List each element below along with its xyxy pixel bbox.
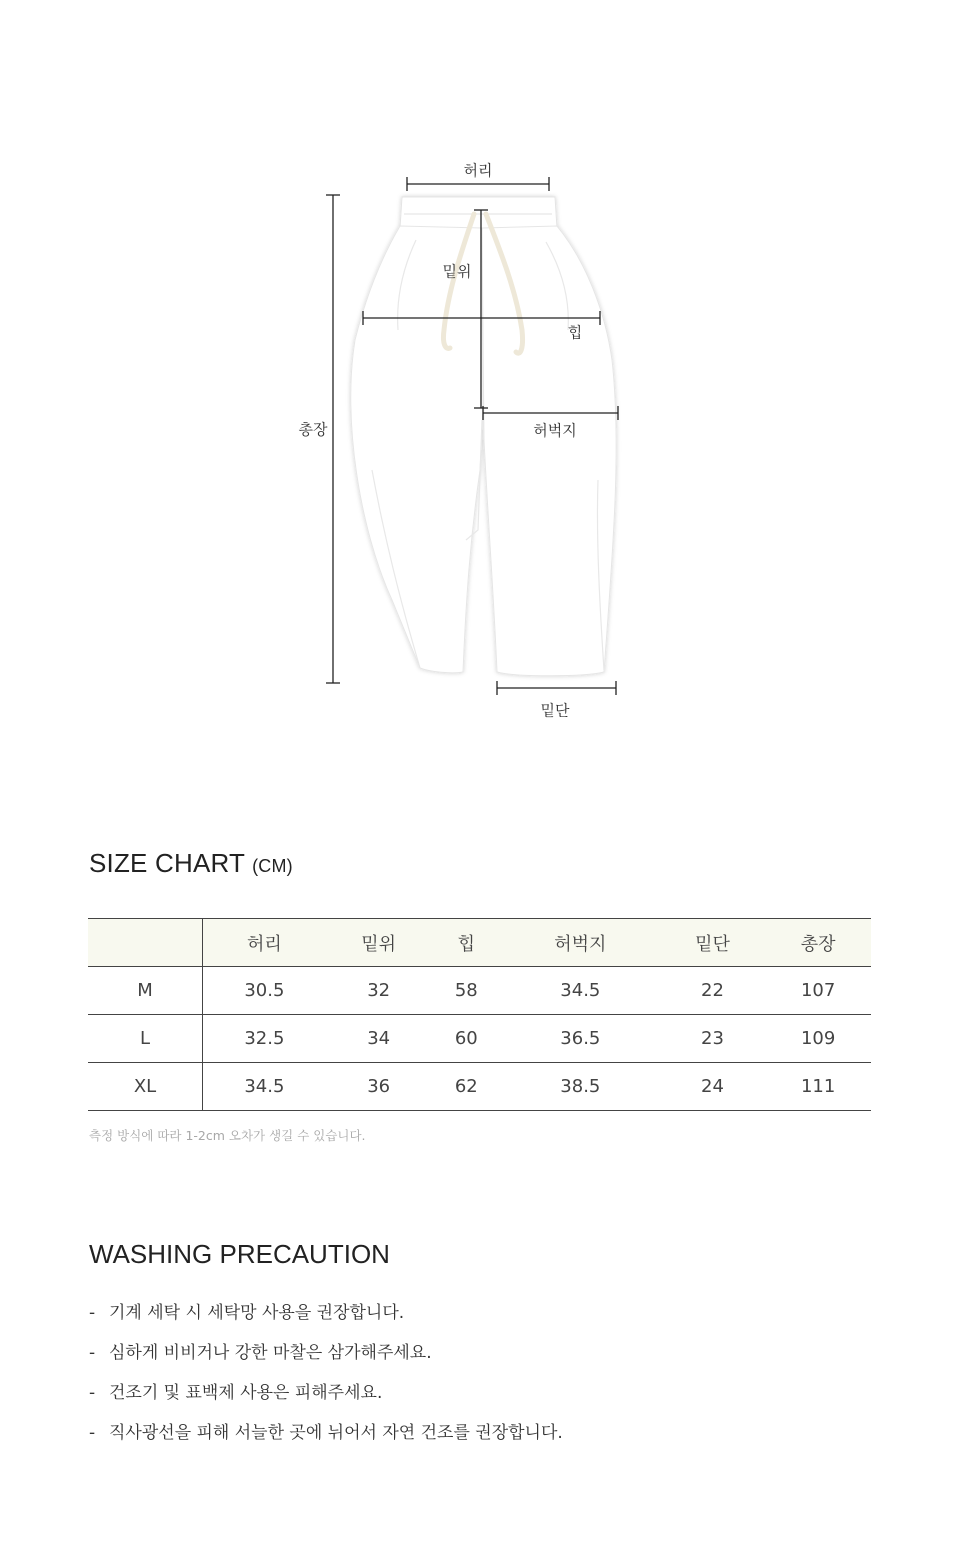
value-cell: 62 [431,1063,501,1111]
value-cell: 32.5 [203,1015,326,1063]
header-empty-cell [88,919,203,967]
washing-list [89,1300,563,1460]
bullet-dash: - [89,1343,96,1363]
list-item-text: 심하게 비비거나 강한 마찰은 삼가해주세요. [109,1343,432,1363]
table-row [88,1063,871,1111]
value-cell: 60 [431,1015,501,1063]
bullet-dash: - [89,1423,96,1443]
value-cell: 34.5 [203,1063,326,1111]
header-waist: 허리 [203,919,326,967]
value-cell: 58 [431,967,501,1015]
label-thigh: 허벅지 [533,421,577,440]
value-cell: 109 [765,1015,871,1063]
size-chart-title [89,848,293,879]
value-cell: 24 [660,1063,766,1111]
table-row [88,1015,871,1063]
label-hip: 힙 [567,323,583,342]
pants-measurement-figure [0,0,960,760]
list-item [89,1380,563,1420]
list-item [89,1420,563,1460]
list-item [89,1300,563,1340]
size-cell: L [88,1015,203,1063]
bullet-dash: - [89,1383,96,1403]
value-cell: 30.5 [203,967,326,1015]
value-cell: 22 [660,967,766,1015]
list-item-text: 직사광선을 피해 서늘한 곳에 뉘어서 자연 건조를 권장합니다. [109,1423,563,1443]
label-hem: 밑단 [540,701,570,720]
size-chart-header-row [88,919,871,967]
header-hem: 밑단 [660,919,766,967]
header-length: 총장 [765,919,871,967]
table-row [88,967,871,1015]
label-length: 총장 [298,420,328,439]
value-cell: 23 [660,1015,766,1063]
value-cell: 111 [765,1063,871,1111]
pants-illustration [0,0,960,760]
size-chart-unit: (CM) [252,856,293,876]
washing-title: WASHING PRECAUTION [89,1239,390,1269]
header-hip: 힙 [431,919,501,967]
size-chart-note: 측정 방식에 따라 1-2cm 오차가 생길 수 있습니다. [89,1128,366,1143]
value-cell: 36.5 [501,1015,660,1063]
header-thigh: 허벅지 [501,919,660,967]
value-cell: 34 [326,1015,432,1063]
value-cell: 32 [326,967,432,1015]
bullet-dash: - [89,1303,96,1323]
list-item-text: 건조기 및 표백제 사용은 피해주세요. [109,1383,383,1403]
size-cell: XL [88,1063,203,1111]
value-cell: 107 [765,967,871,1015]
value-cell: 38.5 [501,1063,660,1111]
list-item [89,1340,563,1380]
value-cell: 36 [326,1063,432,1111]
label-rise: 밑위 [442,262,472,281]
size-chart-table [88,918,871,1111]
header-rise: 밑위 [326,919,432,967]
size-cell: M [88,967,203,1015]
list-item-text: 기계 세탁 시 세탁망 사용을 권장합니다. [109,1303,405,1323]
label-waist: 허리 [463,161,493,180]
size-chart-title-text: SIZE CHART [89,848,245,878]
value-cell: 34.5 [501,967,660,1015]
